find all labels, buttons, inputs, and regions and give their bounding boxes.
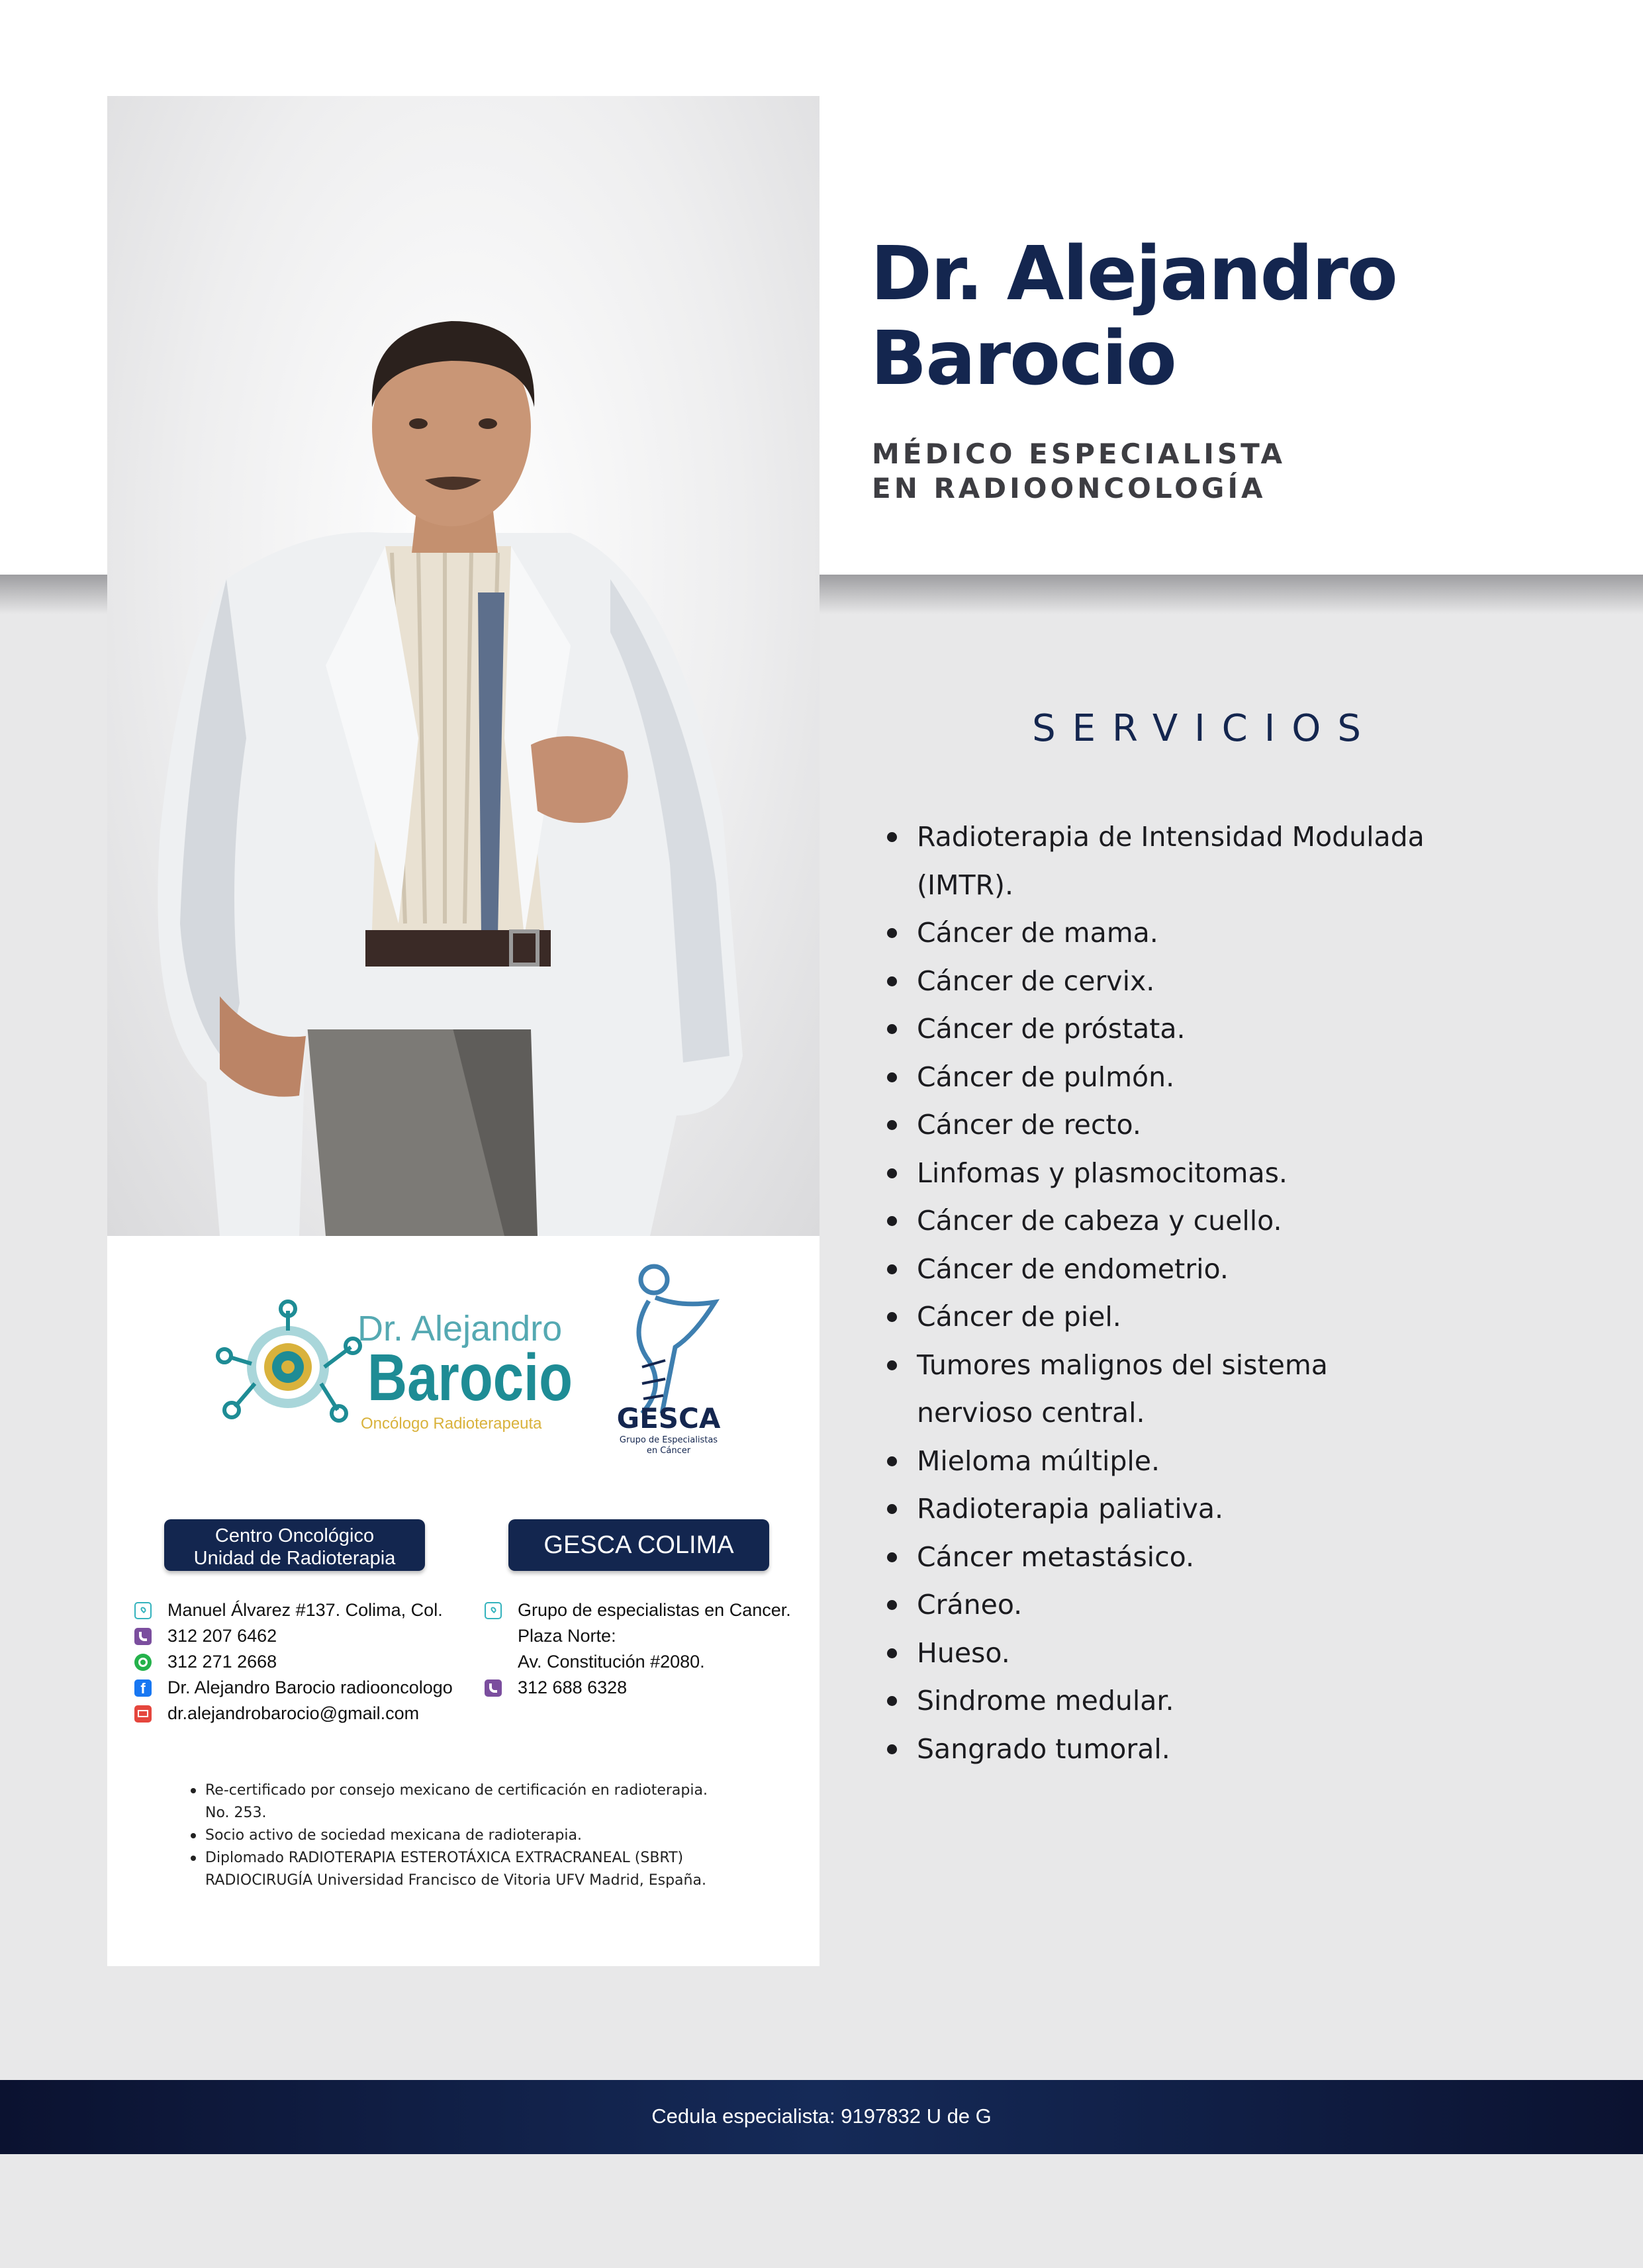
- gesca-line3: Av. Constitución #2080.: [518, 1652, 705, 1672]
- facebook-icon: f: [134, 1679, 152, 1697]
- gesca-line2: Plaza Norte:: [518, 1626, 616, 1646]
- doctor-specialty: [872, 437, 1286, 506]
- service-item: Hueso.: [884, 1629, 1479, 1677]
- service-item: Mieloma múltiple.: [884, 1437, 1479, 1486]
- gesca-phone-row[interactable]: [485, 1675, 791, 1701]
- service-item-continuation: (IMTR).: [917, 869, 1014, 901]
- centro-phone[interactable]: 312 207 6462: [167, 1626, 277, 1646]
- doctor-name-line2: Barocio: [870, 316, 1176, 402]
- gesca-logo-name: GESCA: [616, 1402, 721, 1435]
- cert-item: Socio activo de sociedad mexicana de radioterapia.: [191, 1824, 773, 1847]
- gesca-contact-block: [485, 1597, 791, 1701]
- cert-item: Re-certificado por consejo mexicano de certificación en radioterapia.: [191, 1779, 773, 1802]
- gesca-line1: Grupo de especialistas en Cancer.: [518, 1600, 791, 1620]
- service-item: Cráneo.: [884, 1581, 1479, 1629]
- service-item: Cáncer metastásico.: [884, 1533, 1479, 1582]
- gesca-logo: [602, 1261, 735, 1456]
- logo-name-line1: Dr. Alejandro: [357, 1309, 563, 1348]
- centro-whatsapp[interactable]: 312 271 2668: [167, 1652, 277, 1672]
- cedula-text: Cedula especialista: 9197832 U de G: [651, 2104, 992, 2128]
- cert-item: Diplomado RADIOTERAPIA ESTEROTÁXICA EXTRACRANEAL (SBRT): [191, 1847, 773, 1869]
- centro-facebook[interactable]: Dr. Alejandro Barocio radiooncologo: [167, 1677, 453, 1697]
- gesca-street-row: [485, 1649, 791, 1675]
- service-item: Cáncer de recto.: [884, 1101, 1479, 1149]
- gesca-logo-sub2: en Cáncer: [646, 1446, 691, 1456]
- logo-tagline: Oncólogo Radioterapeuta: [361, 1415, 542, 1433]
- gesca-plaza-row: [485, 1623, 791, 1649]
- phone-icon: [134, 1628, 152, 1645]
- service-item: Cáncer de cervix.: [884, 957, 1479, 1006]
- services-title: SERVICIOS: [1032, 707, 1378, 750]
- service-item: Radioterapia de Intensidad Modulada: [884, 813, 1479, 861]
- service-item: Cáncer de pulmón.: [884, 1053, 1479, 1102]
- service-item: Sindrome medular.: [884, 1677, 1479, 1725]
- gesca-logo-sub1: Grupo de Especialistas: [619, 1435, 718, 1445]
- gesca-colima-badge: GESCA COLIMA: [508, 1519, 769, 1571]
- location-icon: [485, 1602, 502, 1619]
- location-icon: [134, 1602, 152, 1619]
- service-item: Sangrado tumoral.: [884, 1725, 1479, 1773]
- badge-line1: Centro Oncológico: [214, 1525, 375, 1546]
- service-item: Linfomas y plasmocitomas.: [884, 1149, 1479, 1198]
- badge-line2: Unidad de Radioterapia: [193, 1548, 396, 1569]
- doctor-name-line1: Dr. Alejandro: [870, 231, 1397, 317]
- doctor-name: [870, 232, 1397, 401]
- doctor-portrait: [107, 235, 820, 1236]
- service-item: Cáncer de próstata.: [884, 1005, 1479, 1053]
- specialty-line2: EN RADIOONCOLOGÍA: [872, 472, 1266, 504]
- service-item: Tumores malignos del sistema: [884, 1341, 1479, 1390]
- gesca-phone[interactable]: 312 688 6328: [518, 1677, 628, 1697]
- gesca-address-row: [485, 1597, 791, 1623]
- service-item: Cáncer de endometrio.: [884, 1245, 1479, 1294]
- centro-address: Manuel Álvarez #137. Colima, Col.: [167, 1600, 443, 1620]
- service-item: Cáncer de mama.: [884, 909, 1479, 957]
- centro-facebook-row[interactable]: [134, 1675, 453, 1701]
- service-item: Cáncer de cabeza y cuello.: [884, 1197, 1479, 1245]
- centro-email[interactable]: dr.alejandrobarocio@gmail.com: [167, 1703, 420, 1723]
- service-item: Cáncer de piel.: [884, 1293, 1479, 1341]
- whatsapp-icon: [134, 1654, 152, 1671]
- phone-icon: [485, 1679, 502, 1697]
- services-list: [884, 813, 1479, 1773]
- service-item-continuation: nervioso central.: [917, 1397, 1145, 1429]
- specialty-line1: MÉDICO ESPECIALISTA: [872, 438, 1286, 470]
- certifications-list: [191, 1779, 773, 1892]
- service-item: Radioterapia paliativa.: [884, 1485, 1479, 1533]
- cert-item-continuation: No. 253.: [205, 1805, 267, 1821]
- centro-oncologico-badge: [164, 1519, 425, 1571]
- centro-address-row: [134, 1597, 453, 1623]
- network-emblem-icon: [218, 1301, 360, 1421]
- logo-name-line2: Barocio: [367, 1341, 573, 1415]
- centro-whatsapp-row[interactable]: [134, 1649, 453, 1675]
- cert-item-continuation: RADIOCIRUGÍA Universidad Francisco de Vitoria UFV Madrid, España.: [205, 1872, 706, 1889]
- centro-phone-row[interactable]: [134, 1623, 453, 1649]
- centro-contact-block: [134, 1597, 453, 1726]
- centro-email-row[interactable]: [134, 1701, 453, 1726]
- spine-dna-icon: [639, 1266, 715, 1413]
- barocio-logo: [215, 1301, 586, 1440]
- email-icon: [134, 1705, 152, 1723]
